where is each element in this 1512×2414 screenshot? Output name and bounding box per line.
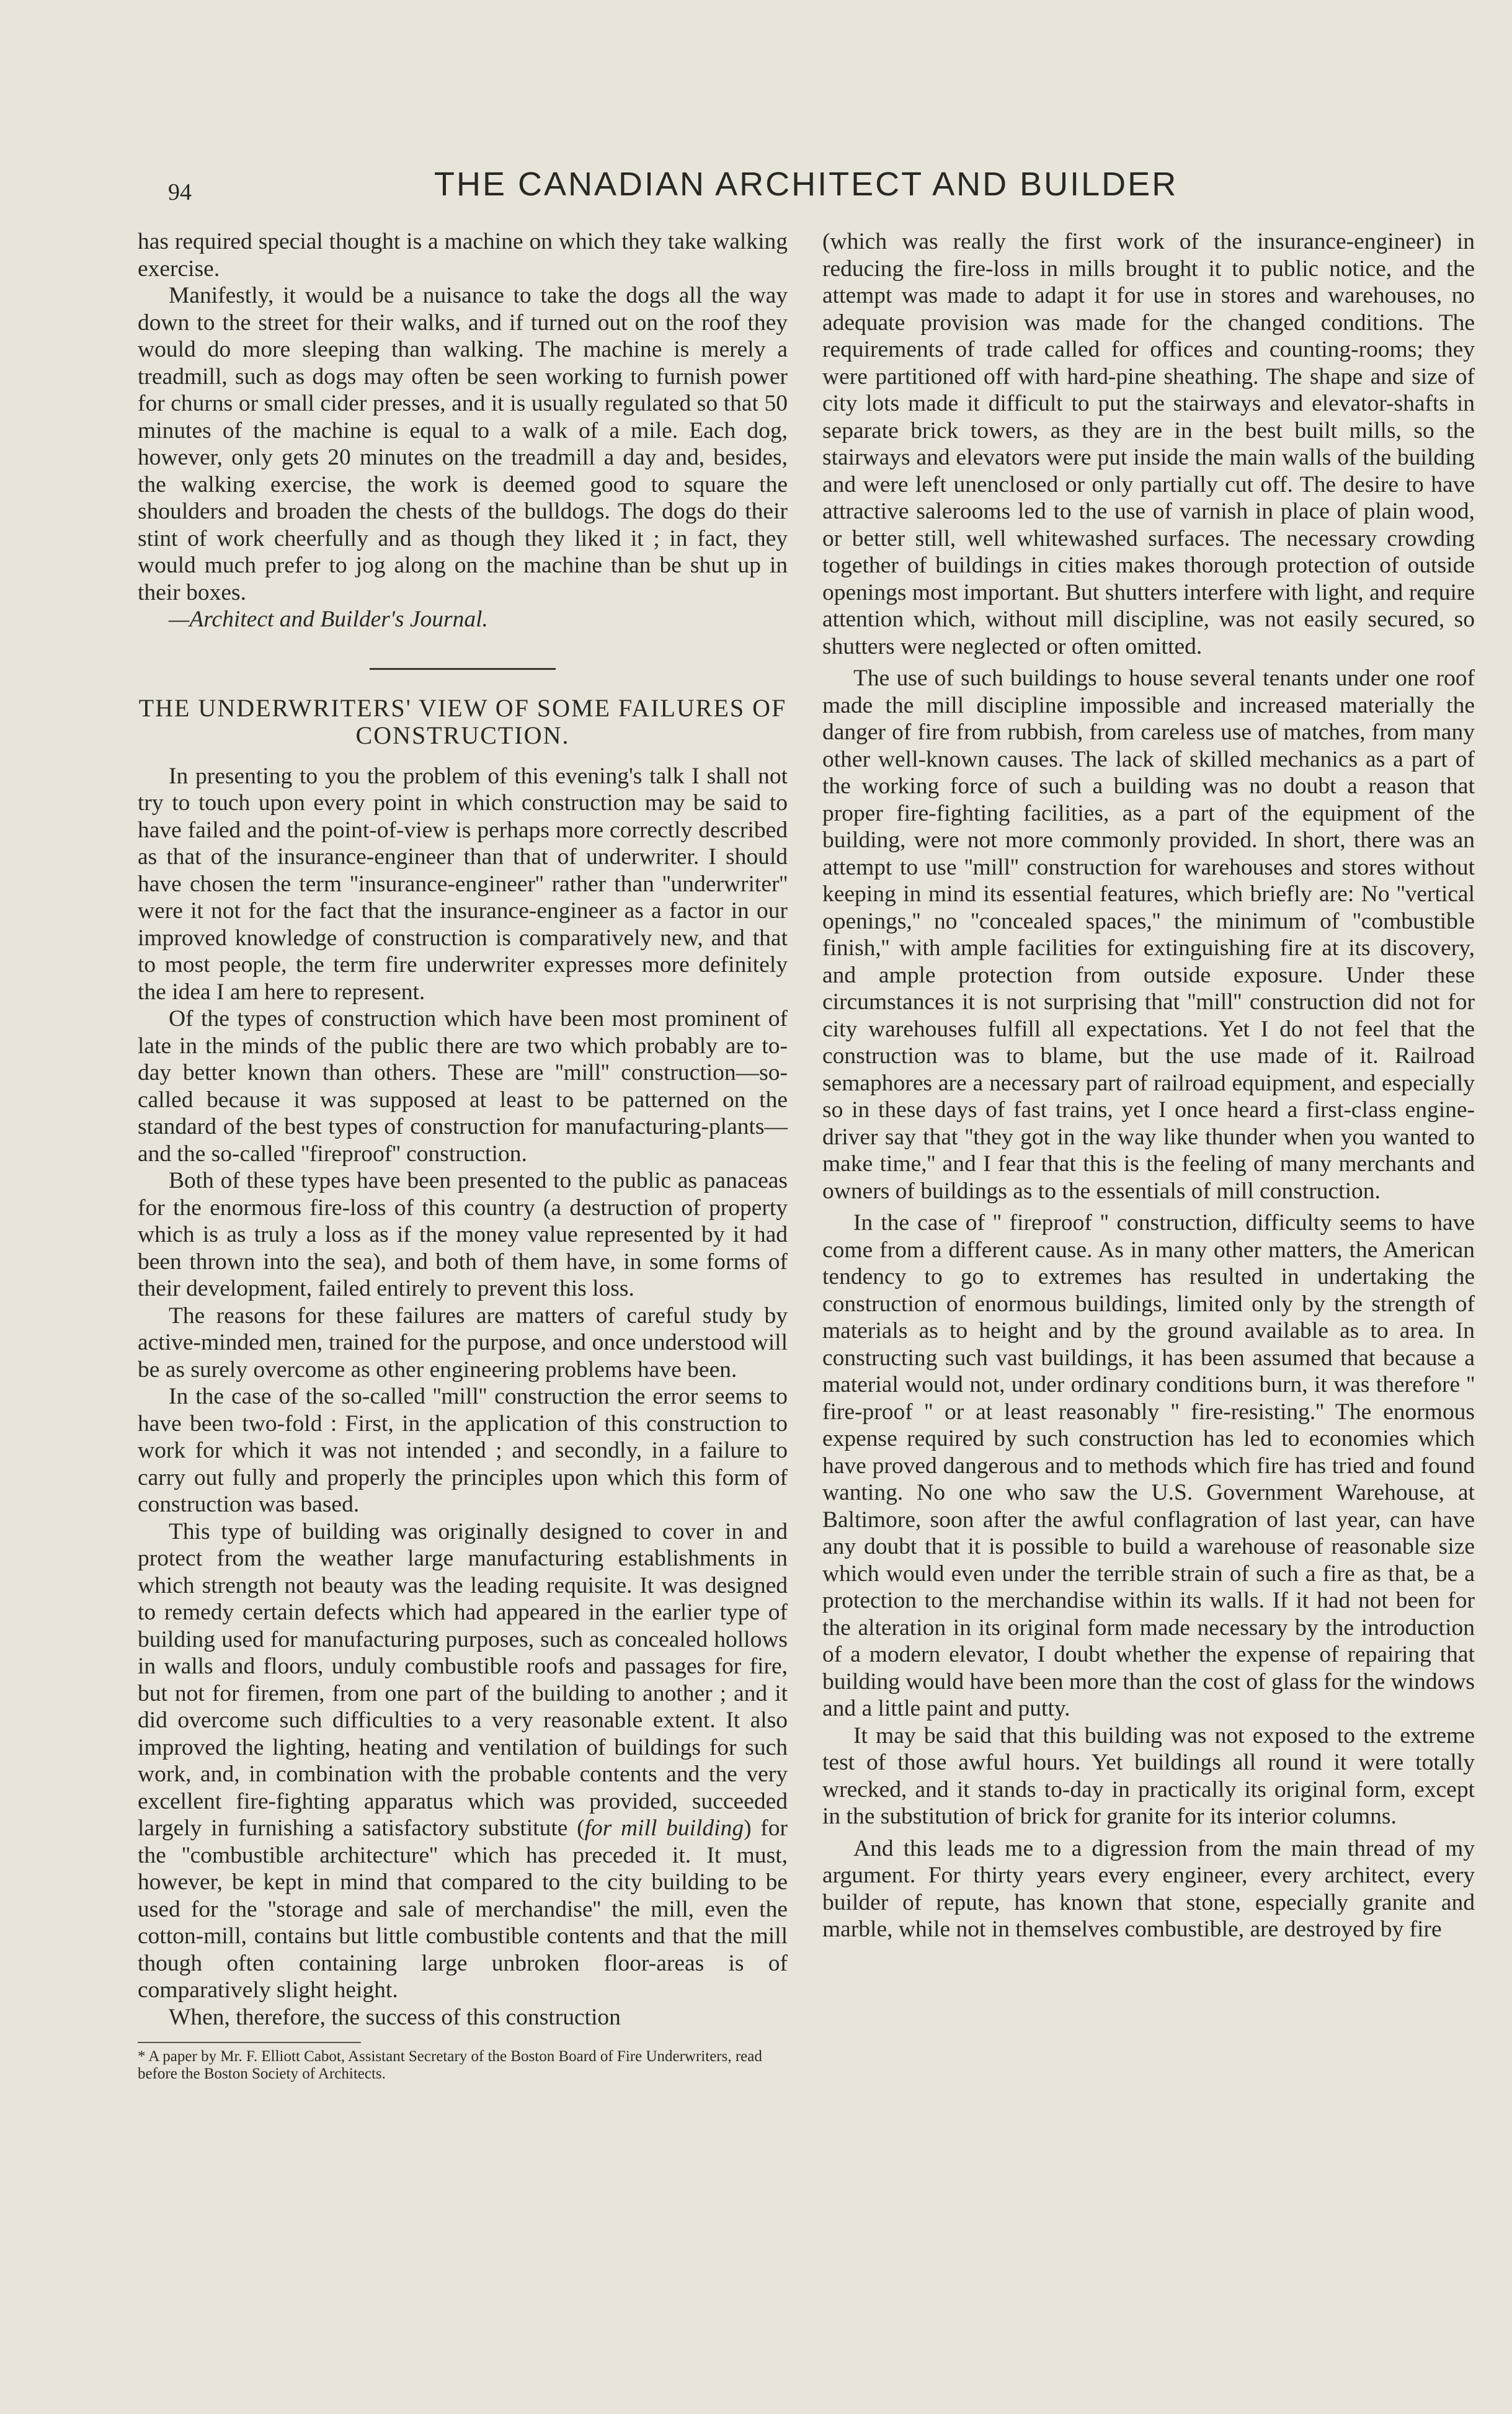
paragraph: And this leads me to a digression from the main thread of my argument. For thirty years every engineer, every architect, every builder of repute, has known that stone, especially granite and marble, while not in themselves combustible, are destroyed by fire bbox=[822, 1835, 1475, 1942]
italic-phrase: for mill building bbox=[584, 1815, 744, 1841]
paragraph: Manifestly, it would be a nuisance to take the dogs all the way down to the street for their walks, and if turned out on the roof they would do more sleeping than walking. The machine is merely a treadmill, such as dogs may often be seen working to furnish power for churns or small cider presses, and it is usually regulated so that 50 minutes of the machine is equal to a walk of a mile. Each dog, however, only gets 20 minutes on the treadmill a day and, besides, the walking exercise, the work is deemed good to square the shoulders and broaden the chests of the bulldogs. The dogs do their stint of work cheerfully and as though they liked it ; in fact, they would much prefer to jog along on the machine than be shut up in their boxes. bbox=[138, 283, 788, 605]
paragraph bbox=[138, 1518, 788, 2004]
paragraph-text: This type of building was originally designed to cover in and protect from the weather large manufacturing establishments in which strength not beauty was the leading requisite. It was designed to remedy certain defects which had appeared in the earlier type of building used for manufacturing purposes, such as concealed hollows in walls and floors, unduly combustible roofs and passages for fire, but not for firemen, from one part of the building to another ; and it did overcome such difficulties to a very reasonable extent. It also improved the lighting, heating and ventilation of buildings for such work, and, in combination with the probable contents and the very excellent fire-fighting apparatus which was provided, succeeded largely in furnishing a satisfactory substitute ( bbox=[138, 1518, 788, 1841]
left-column bbox=[138, 228, 788, 2083]
page-number: 94 bbox=[168, 179, 192, 205]
section-divider bbox=[370, 668, 556, 670]
paragraph: The use of such buildings to house several tenants under one roof made the mill discipline impossible and increased materially the danger of fire from rubbish, from careless use of matches, from many other well-known causes. The lack of skilled mechanics as a part of the working force of such a building was no doubt a reason that proper fire-fighting facilities, as a part of the equipment of the building, were not more commonly provided. In short, there was an attempt to use ''mill'' construction for warehouses and stores without keeping in mind its essential features, which briefly are: No ''vertical openings,'' no ''concealed spaces,'' the minimum of ''combustible finish,'' with ample facilities for extinguishing fire at its discovery, and ample protection from outside exposure. Under these circumstances it is not surprising that ''mill'' construction did not for city warehouses fulfill all expectations. Yet I do not feel that the construction was to blame, but the use made of it. Railroad semaphores are a necessary part of railroad equipment, and especially so in these days of fast trains, yet I once heard a first-class engine-driver say that ''they got in the way like thunder when you wanted to make time,'' and I fear that this is the feeling of many merchants and owners of buildings as to the essentials of mill construction. bbox=[822, 666, 1475, 1204]
paragraph: The reasons for these failures are matters of careful study by active-minded men, trained for the purpose, and once understood will be as surely overcome as other engineering problems have been. bbox=[138, 1303, 788, 1383]
source-attribution: —Architect and Builder's Journal. bbox=[169, 607, 488, 632]
running-head: THE CANADIAN ARCHITECT AND BUILDER bbox=[434, 166, 1178, 203]
paragraph: Both of these types have been presented to the public as panaceas for the enormous fire-loss of this country (a destruction of property which is as truly a loss as if the money value represented by it had been thrown into the sea), and both of them have, in some forms of their development, failed entirely to prevent this loss. bbox=[138, 1168, 788, 1301]
footnote: * A paper by Mr. F. Elliott Cabot, Assistant Secretary of the Boston Board of Fire Underwriters, read before the Boston Society of Architects. bbox=[138, 2048, 762, 2082]
paragraph-text: ) for the ''combustible architecture'' which has preceded it. It must, however, be kept in mind that compared to the city building to be used for the ''storage and sale of merchandise'' the mill, even the cotton-mill, contains but little combustible contents and that the mill though often containing large unbroken floor-areas is of comparatively slight height. bbox=[138, 1815, 788, 2003]
paragraph: It may be said that this building was not exposed to the extreme test of those awful hours. Yet buildings all round it were totally wrecked, and it stands to-day in practically its original form, except in the substitution of brick for granite for its interior columns. bbox=[822, 1722, 1475, 1829]
article-title: THE UNDERWRITERS' VIEW OF SOME FAILURES OF CONSTRUCTION. bbox=[138, 693, 787, 749]
paragraph: (which was really the first work of the insurance-engineer) in reducing the fire-loss in mills brought it to public notice, and the attempt was made to adapt it for use in stores and warehouses, no adequate provision was made for the changed conditions. The requirements of trade called for offices and counting-rooms; they were partitioned off with hard-pine sheathing. The shape and size of city lots made it difficult to put the stairways and elevator-shafts in separate brick towers, as they are in the best built mills, so the stairways and elevators were put inside the main walls of the building and were left unenclosed or only partially cut off. The desire to have attractive salerooms led to the use of varnish in place of plain wood, or better still, well whitewashed surfaces. The necessary crowding together of buildings in cities makes thorough protection of outside openings most important. But shutters interfere with light, and require attention which, without mill discipline, was not easily secured, so shutters were neglected or often omitted. bbox=[822, 229, 1475, 659]
paragraph: In the case of '' fireproof '' construction, difficulty seems to have come from a different cause. As in many other matters, the American tendency to go to extremes has resulted in undertaking the construction of enormous buildings, limited only by the strength of materials as to height and by the ground available as to area. In constructing such vast buildings, it has been assumed that because a material would not, under ordinary conditions burn, it was therefore '' fire-proof '' or at least reasonably '' fire-resisting.'' The enormous expense required by such construction has led to economies which have proved dangerous and to methods which fire has tried and found wanting. No one who saw the U.S. Government Warehouse, at Baltimore, soon after the awful conflagration of last year, can have any doubt that it is possible to build a warehouse of reasonable size which would even under the terrible strain of such a fire as that, be a protection to the merchandise within its walls. If it had not been for the alteration in its original form made necessary by the introduction of a modern elevator, I doubt whether the expense of repairing that building would have been more than the cost of glass for the windows and a little paint and putty. bbox=[822, 1210, 1475, 1721]
paragraph: In presenting to you the problem of this evening's talk I shall not try to touch upon every point in which construction may be said to have failed and the point-of-view is perhaps more correctly described as that of the insurance-engineer than that of underwriter. I should have chosen the term ''insurance-engineer'' rather than ''underwriter'' were it not for the fact that the insurance-engineer as a factor in our improved knowledge of construction is comparatively new, and that to most people, the term fire underwriter expresses more definitely the idea I am here to represent. bbox=[138, 763, 788, 1005]
footnote-divider bbox=[138, 2042, 361, 2043]
paragraph: Of the types of construction which have been most prominent of late in the minds of the public there are two which probably are to-day better known than others. These are ''mill'' construction—so-called because it was supposed at least to be patterned on the standard of the best types of construction for manufacturing-plants—and the so-called ''fireproof'' construction. bbox=[138, 1006, 788, 1167]
paragraph: In the case of the so-called ''mill'' construction the error seems to have been two-fold : First, in the application of this construction to work for which it was not intended ; and secondly, in a failure to carry out fully and properly the principles upon which this form of construction was based. bbox=[138, 1384, 788, 1517]
paragraph: has required special thought is a machine on which they take walking exercise. bbox=[138, 229, 788, 282]
paragraph: When, therefore, the success of this construction bbox=[169, 2004, 621, 2030]
right-column bbox=[822, 228, 1475, 1943]
